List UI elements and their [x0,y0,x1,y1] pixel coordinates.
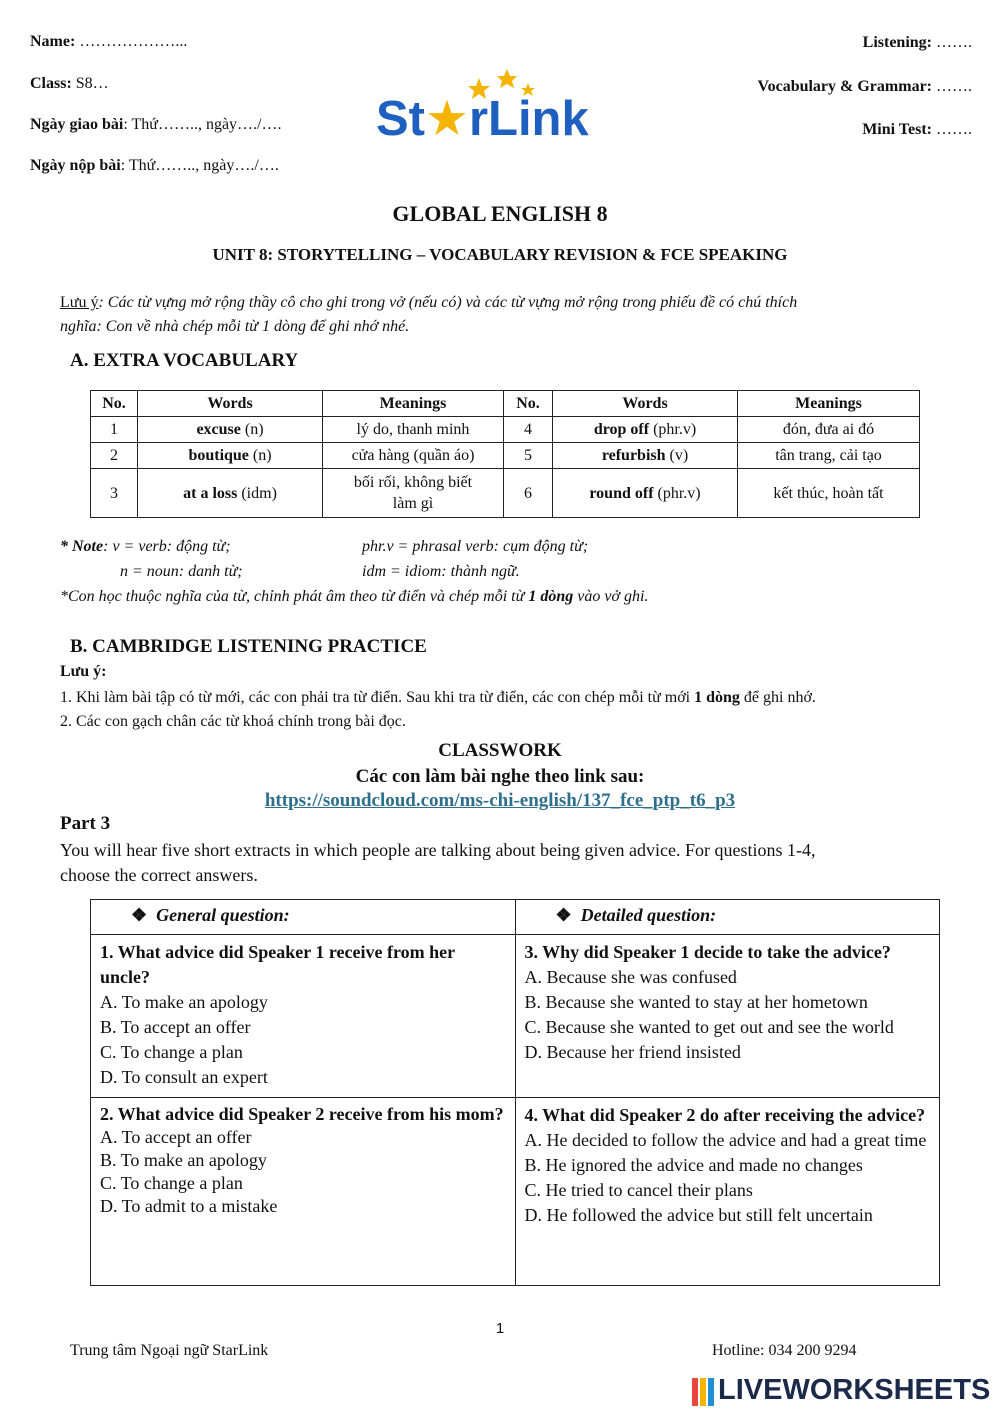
liveworksheets-icon [692,1378,718,1406]
classwork-subheading: Các con làm bài nghe theo link sau: [355,766,645,787]
question-table [90,899,940,1286]
page-title: GLOBAL ENGLISH 8 [392,201,608,226]
answer-option[interactable]: B. To make an apology [100,1150,267,1170]
answer-option[interactable]: B. He ignored the advice and made no changes [524,1155,863,1175]
star-icon: ★ [425,92,469,146]
vocab-table [90,390,920,518]
vocab-score: Vocabulary & Grammar: ……. [757,78,972,95]
table-row [91,935,940,1098]
col-meanings: Meanings [323,391,504,417]
minitest-score: Mini Test: ……. [862,121,972,138]
table-row [91,1098,940,1286]
class-field: Class: S8… [30,75,109,92]
answer-option[interactable]: C. To change a plan [100,1173,243,1193]
vocab-header-row [91,391,920,417]
diamond-icon: ❖ [555,905,572,925]
b-luu-y-label: Lưu ý: [60,663,107,680]
answer-option[interactable]: D. To admit to a mistake [100,1196,278,1216]
assign-date-field: Ngày giao bài: Thứ…….., ngày…./…. [30,116,282,133]
table-row: 3 at a loss (idm) bối rối, không biết làm gì 6 round off (phr.v) kết thúc, hoàn tất [91,469,920,518]
note-idm: idm = idiom: thành ngữ. [362,563,520,580]
b-note-2: 2. Các con gạch chân các từ khoá chính trong bài đọc. [60,713,406,730]
question-1: 1. What advice did Speaker 1 receive from her uncle? A. To make an apology B. To accept an offer C. To change a plan D. To consult an expert [91,935,516,1098]
answer-option[interactable]: D. He followed the advice but still felt uncertain [524,1205,873,1225]
page-number: 1 [495,1320,505,1337]
section-b-heading: B. CAMBRIDGE LISTENING PRACTICE [70,636,427,657]
question-3: 3. Why did Speaker 1 decide to take the advice? A. Because she was confused B. Because she wanted to stay at her hometown C. Because she wanted to get out and see the world D. Because her friend insisted [515,935,940,1098]
soundcloud-link[interactable]: https://soundcloud.com/ms-chi-english/137_fce_ptp_t6_p3 [264,790,736,811]
note-line-3: *Con học thuộc nghĩa của từ, chỉnh phát âm theo từ điển và chép mỗi từ 1 dòng vào vở ghi. [60,588,649,605]
note-n: n = noun: danh từ; [120,563,243,580]
col-meanings-2: Meanings [738,391,920,417]
footer-center-name: Trung tâm Ngoại ngữ StarLink [70,1342,269,1359]
answer-option[interactable]: B. Because she wanted to stay at her hometown [524,992,868,1012]
note-line-1: * Note: v = verb: động từ; [60,538,231,555]
listening-score: Listening: ……. [862,34,972,51]
answer-option[interactable]: A. He decided to follow the advice and had a great time [524,1130,927,1150]
answer-option[interactable]: B. To accept an offer [100,1017,251,1037]
col-no-2: No. [504,391,553,417]
name-field: Name: ………………... [30,33,188,50]
col-words: Words [138,391,323,417]
footer-hotline: Hotline: 034 200 9294 [712,1342,857,1359]
diamond-icon: ❖ [131,905,148,925]
table-row: 1 excuse (n) lý do, thanh minh 4 drop off (phr.v) đón, đưa ai đó [91,417,920,443]
luu-y-note: Lưu ý: Các từ vựng mở rộng thầy cô cho ghi trong vở (nếu có) và các từ vựng mở rộng trong phiếu đề có chú thích nghĩa: Con về nhà chép mỗi từ 1 dòng để ghi nhớ nhé. [60,294,798,335]
answer-option[interactable]: A. Because she was confused [524,967,737,987]
part-description: You will hear five short extracts in which people are talking about being given advice. For questions 1-4, choose the correct answers. [60,840,816,885]
answer-option[interactable]: C. To change a plan [100,1042,243,1062]
question-2: 2. What advice did Speaker 2 receive from his mom? A. To accept an offer B. To make an apology C. To change a plan D. To admit to a mistake [91,1098,516,1286]
col-words-2: Words [553,391,738,417]
question-4: 4. What did Speaker 2 do after receiving the advice? A. He decided to follow the advice and had a great time B. He ignored the advice and made no changes C. He tried to cancel their plans D. He followed the advice but still felt uncertain [515,1098,940,1286]
section-a-heading: A. EXTRA VOCABULARY [70,350,299,371]
b-note-1: 1. Khi làm bài tập có từ mới, các con phải tra từ điển. Sau khi tra từ điển, các con chép mỗi từ mới 1 dòng để ghi nhớ. [60,689,816,706]
page-subtitle: UNIT 8: STORYTELLING – VOCABULARY REVISION & FCE SPEAKING [212,245,788,264]
starlink-logo: St★rLink [376,66,626,146]
answer-option[interactable]: C. Because she wanted to get out and see the world [524,1017,894,1037]
answer-option[interactable]: A. To make an apology [100,992,268,1012]
question-header-row: ❖ General question: ❖ Detailed question: [91,900,940,935]
note-phrv: phr.v = phrasal verb: cụm động từ; [362,538,589,555]
answer-option[interactable]: C. He tried to cancel their plans [524,1180,753,1200]
answer-option[interactable]: D. To consult an expert [100,1067,268,1087]
classwork-heading: CLASSWORK [438,740,562,761]
table-row: 2 boutique (n) cửa hàng (quần áo) 5 refurbish (v) tân trang, cải tạo [91,443,920,469]
submit-date-field: Ngày nộp bài: Thứ…….., ngày…./…. [30,157,279,174]
answer-option[interactable]: A. To accept an offer [100,1127,252,1147]
part-heading: Part 3 [60,813,111,834]
answer-option[interactable]: D. Because her friend insisted [524,1042,741,1062]
col-no: No. [91,391,138,417]
